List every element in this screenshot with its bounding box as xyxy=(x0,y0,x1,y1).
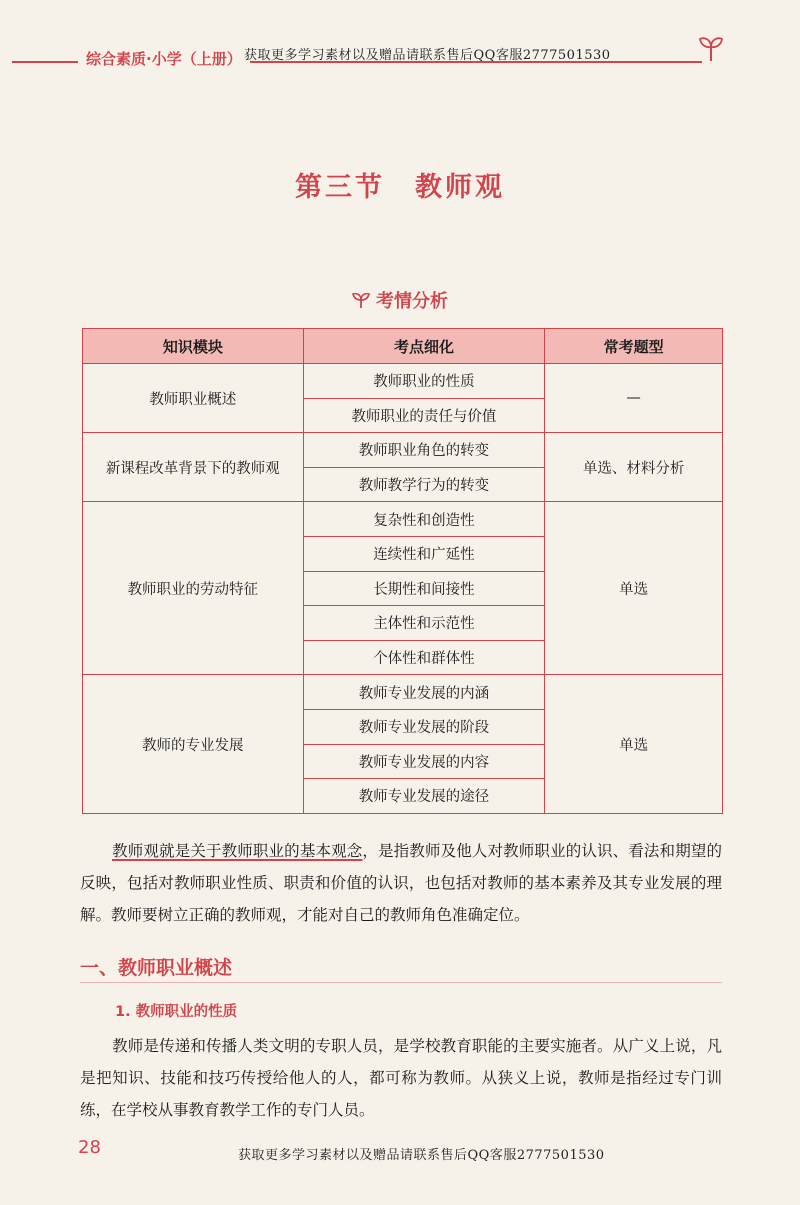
body-paragraph-text: 教师是传递和传播人类文明的专职人员，是学校教育职能的主要实施者。从广义上说，凡是把知识、技能和技巧传授给他人的人，都可称为教师。从狭义上说，教师是指经过专门训练，在学校从事教育教学工作的专门人员。 xyxy=(80,1037,722,1119)
point-cell: 教师专业发展的内容 xyxy=(303,744,545,779)
analysis-heading-text: 考情分析 xyxy=(376,291,448,312)
header-cell: 常考题型 xyxy=(545,329,723,364)
point-cell: 复杂性和创造性 xyxy=(303,502,545,537)
footer-watermark: 获取更多学习素材以及赠品请联系售后QQ客服2777501530 xyxy=(238,1148,605,1163)
type-cell: 单选 xyxy=(545,502,723,675)
point-cell: 教师专业发展的内涵 xyxy=(303,675,545,710)
table-header-row xyxy=(83,329,723,364)
point-cell: 个体性和群体性 xyxy=(303,640,545,675)
module-cell: 教师职业的劳动特征 xyxy=(83,502,304,675)
header-cell: 知识模块 xyxy=(83,329,304,364)
point-cell: 教师职业的性质 xyxy=(303,364,545,399)
point-cell: 主体性和示范性 xyxy=(303,606,545,641)
book-title: 综合素质·小学（上册） xyxy=(78,48,250,69)
module-cell: 教师的专业发展 xyxy=(83,675,304,813)
analysis-heading xyxy=(0,287,800,313)
heading-rule xyxy=(80,982,722,983)
point-cell: 教师专业发展的阶段 xyxy=(303,709,545,744)
exam-analysis-table xyxy=(82,328,723,814)
intro-term: 教师观就是关于教师职业的基本观念 xyxy=(112,842,363,860)
header-watermark: 获取更多学习素材以及赠品请联系售后QQ客服2777501530 xyxy=(244,48,611,63)
type-cell: 单选 xyxy=(545,675,723,813)
body-paragraph xyxy=(80,1030,722,1126)
subheading-1: 1. 教师职业的性质 xyxy=(115,1004,238,1020)
point-cell: 教师教学行为的转变 xyxy=(303,467,545,502)
table-row xyxy=(83,502,723,537)
point-cell: 连续性和广延性 xyxy=(303,536,545,571)
type-cell: — xyxy=(545,364,723,433)
heading-1: 一、教师职业概述 xyxy=(80,957,233,979)
point-cell: 教师职业角色的转变 xyxy=(303,433,545,468)
table-row xyxy=(83,364,723,399)
intro-rest: ，是指教师及他人对教师职业的认识、看法和期望的反映，包括对教师职业性质、职责和价值的认识，也包括对教师的基本素养及其专业发展的理解。教师要树立正确的教师观，才能对自己的教师角色准确定位。 xyxy=(80,842,722,924)
table-row xyxy=(83,433,723,468)
module-cell: 新课程改革背景下的教师观 xyxy=(83,433,304,502)
point-cell: 教师职业的责任与价值 xyxy=(303,398,545,433)
type-cell: 单选、材料分析 xyxy=(545,433,723,502)
point-cell: 教师专业发展的途径 xyxy=(303,779,545,814)
section-title: 第三节 教师观 xyxy=(295,172,505,203)
sprout-icon xyxy=(698,34,724,62)
intro-paragraph xyxy=(80,835,722,931)
table-row xyxy=(83,675,723,710)
module-cell: 教师职业概述 xyxy=(83,364,304,433)
header-cell: 考点细化 xyxy=(303,329,545,364)
page-number: 28 xyxy=(78,1137,101,1158)
point-cell: 长期性和间接性 xyxy=(303,571,545,606)
sprout-icon xyxy=(352,291,370,309)
